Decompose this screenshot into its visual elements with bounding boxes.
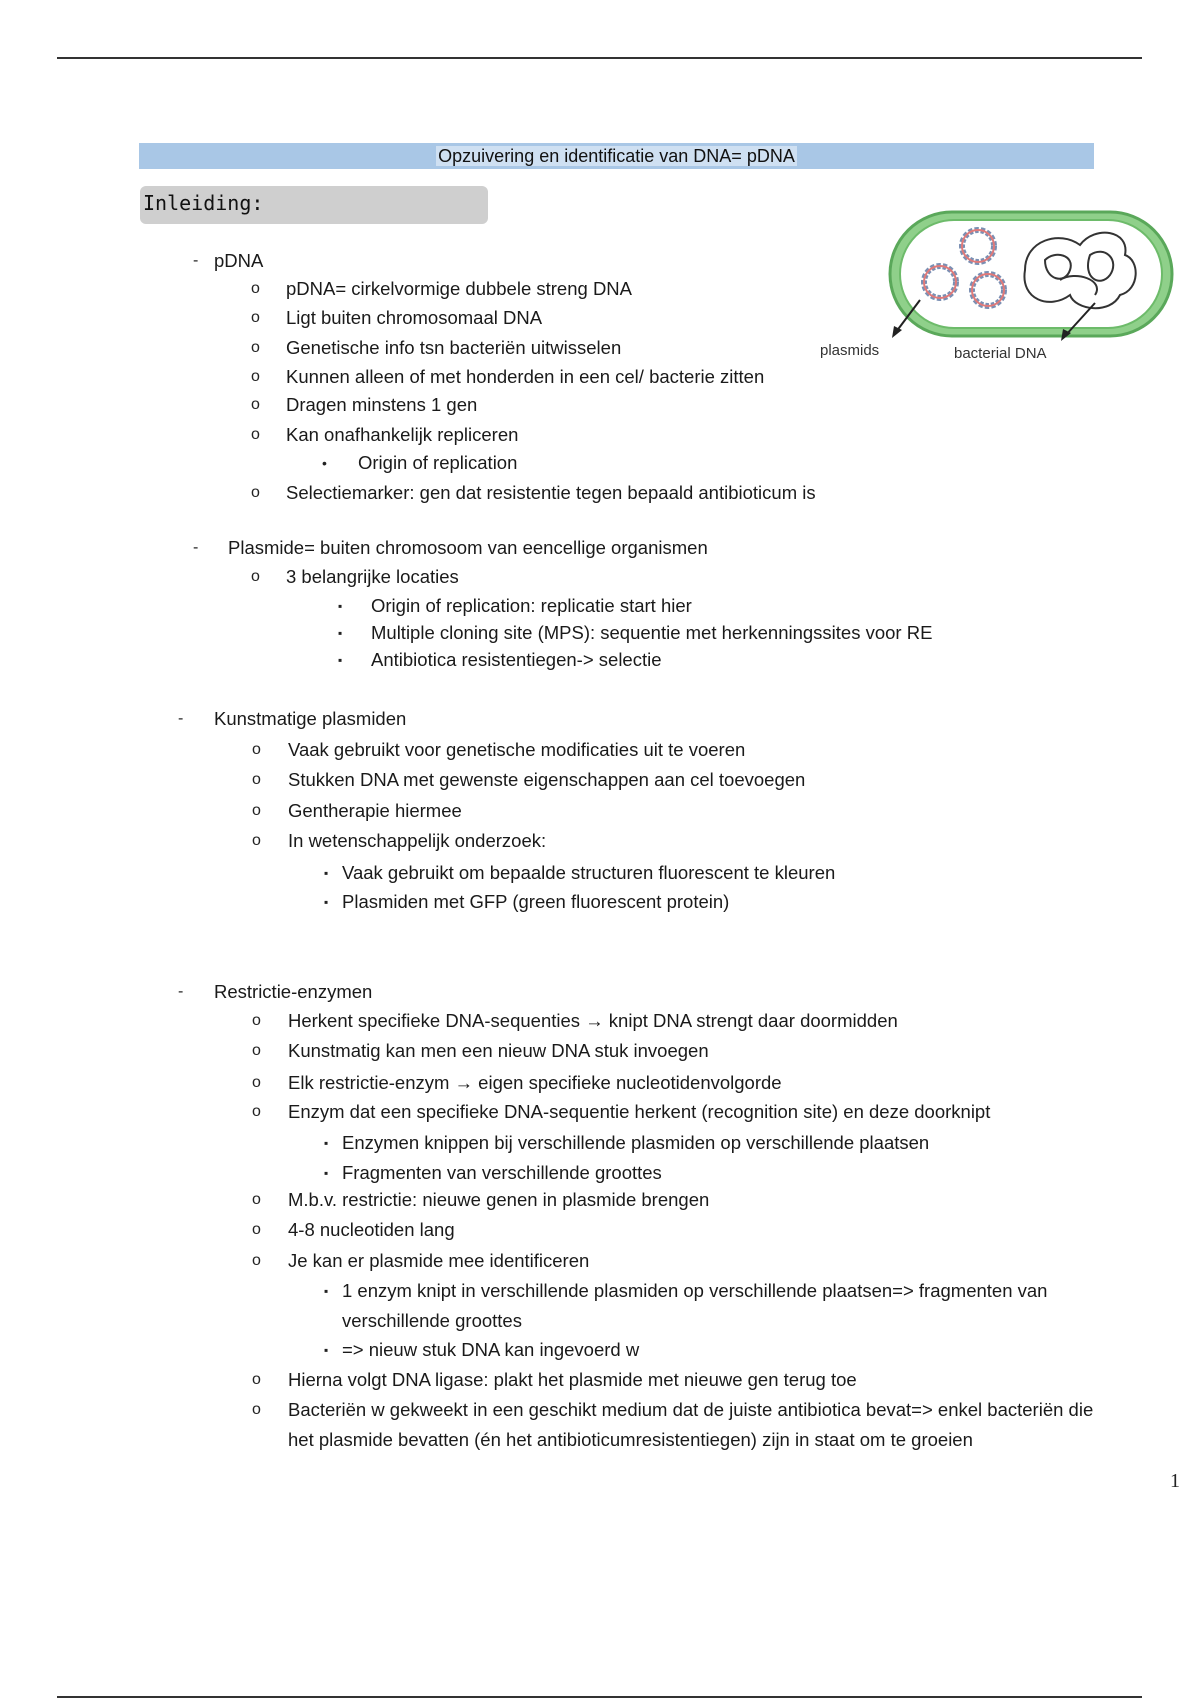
dash-marker: - <box>193 539 199 556</box>
list-item: Genetische info tsn bacteriën uitwisselen <box>286 337 622 358</box>
bacterium-figure <box>820 200 1180 370</box>
circle-marker: o <box>251 568 260 585</box>
circle-marker: o <box>252 1401 261 1418</box>
dash-marker: - <box>178 983 184 1000</box>
list-item: Hierna volgt DNA ligase: plakt het plasmide met nieuwe gen terug toe <box>288 1369 857 1390</box>
section-heading-plasmide: Plasmide= buiten chromosoom van eencellige organismen <box>228 537 708 558</box>
list-item: Kunstmatig kan men een nieuw DNA stuk invoegen <box>288 1040 709 1061</box>
document-title-text: Opzuivering en identificatie van DNA= pDNA <box>438 146 795 166</box>
circle-marker: o <box>252 1221 261 1238</box>
circle-marker: o <box>251 339 260 356</box>
square-bullet: ▪ <box>324 1166 329 1180</box>
dash-marker: - <box>178 710 184 727</box>
square-bullet: ▪ <box>324 1284 329 1298</box>
list-item-continuation: verschillende groottes <box>342 1310 522 1331</box>
circle-marker: o <box>251 426 260 443</box>
circle-marker: o <box>251 280 260 297</box>
circle-marker: o <box>251 368 260 385</box>
plasmids-label: plasmids <box>820 342 880 359</box>
plasmids-arrowhead <box>892 326 902 338</box>
circle-marker: o <box>252 1191 261 1208</box>
list-item: Ligt buiten chromosomaal DNA <box>286 307 543 328</box>
cell-interior-shape <box>900 220 1162 328</box>
list-item: Kan onafhankelijk repliceren <box>286 424 519 445</box>
section-heading-restrictie: Restrictie-enzymen <box>214 981 373 1002</box>
list-item: In wetenschappelijk onderzoek: <box>288 830 547 851</box>
document-title <box>139 143 1094 169</box>
section-heading-pdna: pDNA <box>214 250 264 271</box>
list-item: 1 enzym knipt in verschillende plasmiden op verschillende plaatsen=> fragmenten van <box>342 1280 1048 1301</box>
circle-marker: o <box>252 1042 261 1059</box>
list-item: pDNA= cirkelvormige dubbele streng DNA <box>286 278 632 299</box>
footer-rule <box>57 1696 1142 1698</box>
circle-marker: o <box>252 1012 261 1029</box>
circle-marker: o <box>252 802 261 819</box>
circle-marker: o <box>251 484 260 501</box>
list-item: Stukken DNA met gewenste eigenschappen aan cel toevoegen <box>288 769 806 790</box>
page-number: 1 <box>1170 1470 1180 1492</box>
list-item: Plasmiden met GFP (green fluorescent protein) <box>342 891 730 912</box>
circle-marker: o <box>252 1074 261 1091</box>
square-bullet: ▪ <box>324 1343 329 1357</box>
circle-marker: o <box>252 1103 261 1120</box>
square-bullet: ▪ <box>324 866 329 880</box>
list-item: Selectiemarker: gen dat resistentie tegen bepaald antibioticum is <box>286 482 816 503</box>
circle-marker: o <box>251 396 260 413</box>
list-item: Herkent specifieke DNA-sequenties → knipt DNA strengt daar doormidden <box>288 1010 898 1031</box>
square-bullet: ▪ <box>338 626 343 640</box>
list-item: Vaak gebruikt om bepaalde structuren fluorescent te kleuren <box>342 862 836 883</box>
circle-marker: o <box>252 832 261 849</box>
section-label: Inleiding: <box>140 186 488 224</box>
square-bullet: ▪ <box>338 599 343 613</box>
bacterial-dna-label: bacterial DNA <box>954 345 1047 362</box>
dash-marker: - <box>193 252 199 269</box>
square-bullet: ▪ <box>324 895 329 909</box>
list-item: Je kan er plasmide mee identificeren <box>288 1250 590 1271</box>
list-item: Vaak gebruikt voor genetische modificaties uit te voeren <box>288 739 746 760</box>
list-item: Enzym dat een specifieke DNA-sequentie herkent (recognition site) en deze doorknipt <box>288 1101 991 1122</box>
section-heading-kunstmatig: Kunstmatige plasmiden <box>214 708 407 729</box>
circle-marker: o <box>252 1252 261 1269</box>
circle-marker: o <box>252 1371 261 1388</box>
list-item: Gentherapie hiermee <box>288 800 462 821</box>
circle-marker: o <box>252 741 261 758</box>
list-item: 3 belangrijke locaties <box>286 566 459 587</box>
bacterium-illustration <box>820 200 1180 370</box>
list-item: Origin of replication: replicatie start hier <box>371 595 692 616</box>
list-item: Elk restrictie-enzym → eigen specifieke nucleotidenvolgorde <box>288 1072 782 1093</box>
header-rule <box>57 57 1142 59</box>
list-item: Enzymen knippen bij verschillende plasmiden op verschillende plaatsen <box>342 1132 930 1153</box>
list-item: => nieuw stuk DNA kan ingevoerd w <box>342 1339 640 1360</box>
list-item: Multiple cloning site (MPS): sequentie met herkenningssites voor RE <box>371 622 933 643</box>
square-bullet: ▪ <box>338 653 343 667</box>
list-item: 4-8 nucleotiden lang <box>288 1219 455 1240</box>
list-item: Bacteriën w gekweekt in een geschikt medium dat de juiste antibiotica bevat=> enkel bacteriën die <box>288 1399 1094 1420</box>
list-item: Kunnen alleen of met honderden in een cel/ bacterie zitten <box>286 366 765 387</box>
circle-marker: o <box>252 771 261 788</box>
list-item: Antibiotica resistentiegen-> selectie <box>371 649 662 670</box>
list-item-continuation: het plasmide bevatten (én het antibioticumresistentiegen) zijn in staat om te groeien <box>288 1429 973 1450</box>
circle-marker: o <box>251 309 260 326</box>
list-item: M.b.v. restrictie: nieuwe genen in plasmide brengen <box>288 1189 710 1210</box>
list-item: Origin of replication <box>358 452 518 473</box>
square-bullet: ▪ <box>324 1136 329 1150</box>
round-bullet: • <box>322 455 327 471</box>
list-item: Dragen minstens 1 gen <box>286 394 478 415</box>
list-item: Fragmenten van verschillende groottes <box>342 1162 662 1183</box>
